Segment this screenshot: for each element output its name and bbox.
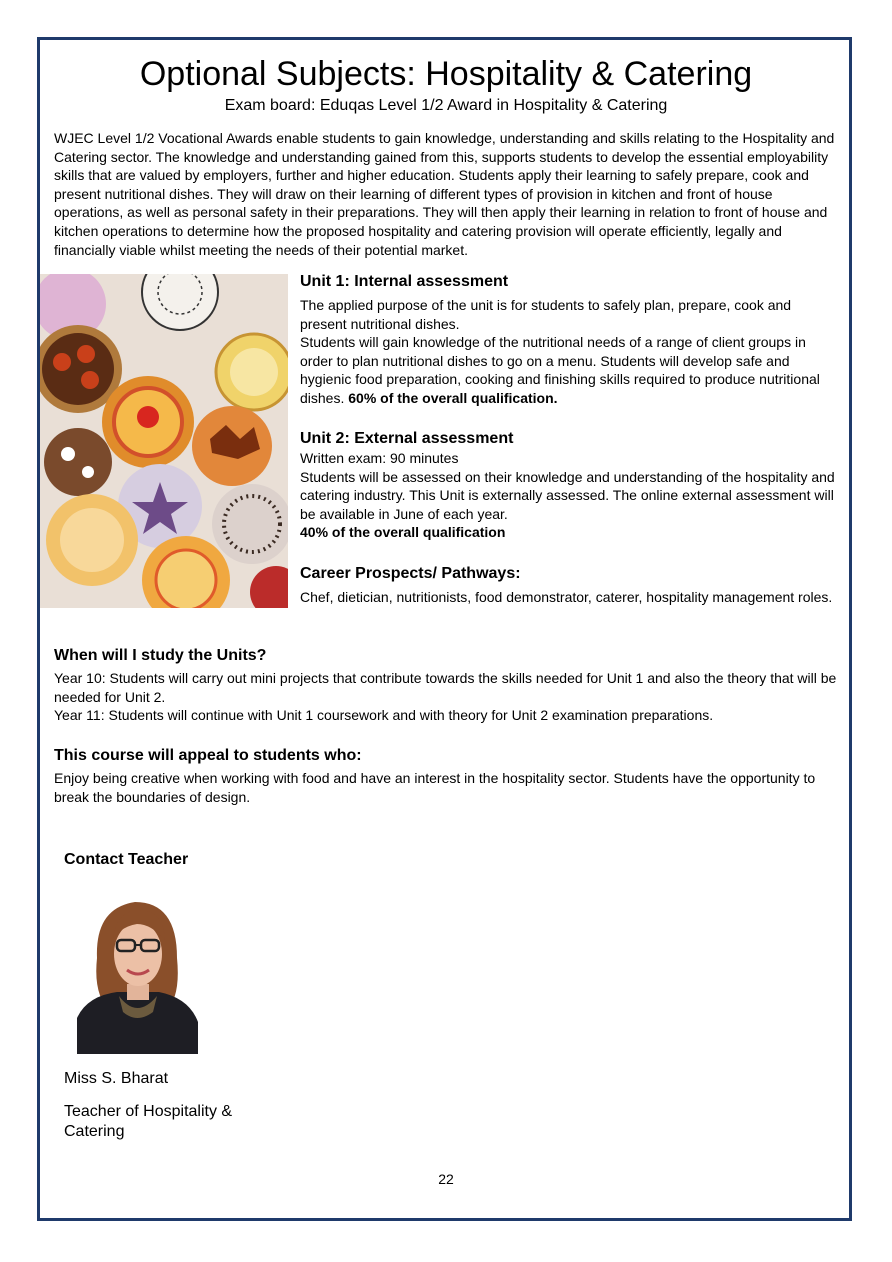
- page-number: 22: [438, 1171, 454, 1187]
- unit2-section: [300, 429, 840, 542]
- unit2-heading: Unit 2: External assessment: [300, 430, 514, 447]
- page-title: Optional Subjects: Hospitality & Catering: [139, 55, 753, 93]
- appeal-heading: This course will appeal to students who:: [54, 747, 362, 764]
- appeal-text: Enjoy being creative when working with food and have an interest in the hospitality sector. Students have the opportunity to break the boundaries of design.: [54, 770, 816, 805]
- when-year10: Year 10: Students will carry out mini projects that contribute towards the skills needed for Unit 1 and also the theory that will be needed for Unit 2.: [54, 670, 837, 705]
- when-section: [54, 646, 840, 725]
- unit1-section: [300, 272, 840, 408]
- unit1-description: [300, 333, 840, 407]
- unit2-description: Students will be assessed on their knowledge and understanding of the hospitality and catering industry. This Unit is externally assessed. The online external assessment will be available in June of each year.: [300, 468, 835, 522]
- unit1-details: Students will gain knowledge of the nutritional needs of a range of client groups in order to plan nutritional dishes to go on a menu. Students will develop safe and hygienic food preparation, cooking and finishing skills required to produce nutritional dishes.: [300, 334, 820, 406]
- unit2-exam-duration: Written exam: 90 minutes: [300, 450, 459, 466]
- unit2-weight: 40% of the overall qualification: [300, 524, 506, 541]
- when-year11: Year 11: Students will continue with Unit 1 coursework and with theory for Unit 2 examination preparations.: [54, 707, 714, 724]
- unit1-heading: Unit 1: Internal assessment: [300, 273, 509, 290]
- teacher-photo: [77, 888, 198, 1054]
- contact-heading: Contact Teacher: [64, 851, 189, 868]
- exam-board-subtitle: Exam board: Eduqas Level 1/2 Award in Hospitality & Catering: [224, 97, 668, 114]
- when-heading: When will I study the Units?: [54, 647, 267, 664]
- teacher-name: Miss S. Bharat: [64, 1070, 169, 1087]
- unit1-purpose: The applied purpose of the unit is for students to safely plan, prepare, cook and present nutritional dishes.: [300, 297, 792, 332]
- careers-section: [300, 564, 840, 607]
- careers-heading: Career Prospects/ Pathways:: [300, 565, 521, 582]
- appeal-section: [54, 746, 840, 806]
- intro-paragraph: WJEC Level 1/2 Vocational Awards enable students to gain knowledge, understanding and skills relating to the Hospitality and Catering sector. The knowledge and understanding gained from this, supports students to develop the essential employability skills that are valued by employers, further and higher education. Students apply their learning to safely prepare, cook and present nutritional dishes. They will draw on their learning of different types of provision in kitchen and front of house operations, as well as personal safety in their preparations. They will then apply their learning in relation to front of house and kitchen operations to determine how the proposed hospitality and catering provision will operate efficiently, legally and financially viable whilst meeting the needs of their potential market.: [54, 130, 835, 258]
- unit1-weight: 60% of the overall qualification.: [348, 389, 558, 406]
- cupcakes-illustration: [40, 274, 288, 608]
- teacher-role: Teacher of Hospitality & Catering: [64, 1103, 233, 1140]
- careers-text: Chef, dietician, nutritionists, food demonstrator, caterer, hospitality management roles.: [300, 589, 833, 605]
